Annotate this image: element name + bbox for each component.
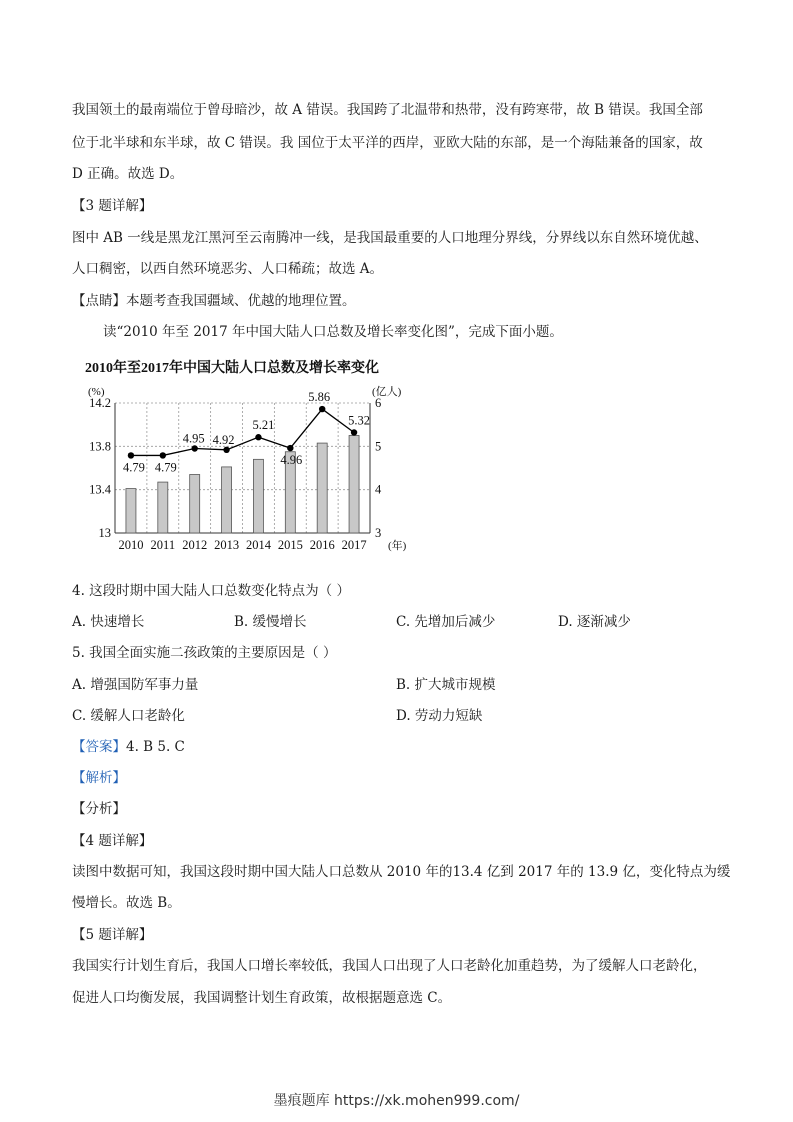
point-label-2015: 4.96 — [280, 453, 303, 468]
option-5d: D. 劳动力短缺 — [396, 708, 483, 724]
point-2015 — [287, 445, 293, 451]
text-line: 我国实行计划生育后，我国人口增长率较低，我国人口出现了人口老龄化加重趋势，为了缓解人口老龄化， — [72, 958, 707, 974]
bar-2012 — [190, 475, 200, 534]
left-tick-label: 13.4 — [89, 482, 111, 497]
option-5c: C. 缓解人口老龄化 — [72, 708, 185, 724]
right-tick-label: 3 — [375, 526, 382, 540]
chart-grid — [115, 403, 370, 533]
analysis-label: 【解析】 — [72, 770, 126, 786]
left-tick-label: 13.8 — [89, 439, 111, 454]
bar-2016 — [317, 443, 327, 533]
question-intro: 读“2010 年至 2017 年中国大陆人口总数及增长率变化图”，完成下面小题。 — [103, 324, 563, 340]
right-tick-label: 4 — [375, 482, 382, 497]
point-2017 — [351, 429, 357, 435]
point-label-2016: 5.86 — [308, 390, 331, 405]
text-line: 促进人口均衡发展，我国调整计划生育政策，故根据题意选 C。 — [72, 990, 452, 1006]
footer-watermark: 墨痕题库 https://xk.mohen999.com/ — [273, 1093, 520, 1109]
section-heading: 【3 题详解】 — [72, 198, 153, 214]
point-label-2017: 5.32 — [348, 413, 370, 428]
point-2012 — [191, 445, 197, 451]
text-line: 我国领土的最南端位于曾母暗沙，故 A 错误。我国跨了北温带和热带，没有跨寒带，故 B 错误。我国全部 — [72, 102, 703, 118]
option-4a: A. 快速增长 — [72, 614, 145, 630]
bar-2011 — [158, 482, 168, 533]
question-4: 4. 这段时期中国大陆人口总数变化特点为（ ） — [72, 583, 350, 599]
fenxi-heading: 【分析】 — [72, 801, 126, 817]
text-line: D 正确。故选 D。 — [72, 166, 184, 182]
text-line: 慢增长。故选 B。 — [72, 895, 181, 911]
option-5a: A. 增强国防军事力量 — [72, 677, 199, 693]
chart-title: 2010年至2017年中国大陆人口总数及增长率变化 — [85, 361, 379, 376]
detail-4-heading: 【4 题详解】 — [72, 833, 153, 849]
point-label-2013: 4.92 — [212, 432, 235, 447]
point-label-2014: 5.21 — [252, 418, 275, 433]
answer-text: 4. B 5. C — [126, 739, 185, 755]
x-tick-label-2011: 2011 — [150, 538, 176, 552]
option-4b: B. 缓慢增长 — [234, 614, 307, 630]
x-tick-label-2010: 2010 — [118, 538, 144, 552]
text-line: 位于北半球和东半球，故 C 错误。我 国位于太平洋的西岸，亚欧大陆的东部，是一个海陆兼备的国家，故 — [72, 135, 703, 151]
point-2011 — [160, 452, 166, 458]
right-tick-label: 6 — [375, 396, 382, 410]
point-label-2010: 4.79 — [122, 460, 145, 475]
left-tick-label: 14.2 — [89, 396, 111, 410]
left-tick-label: 13 — [98, 526, 111, 540]
x-axis-unit: (年) — [388, 540, 407, 552]
point-label-2011: 4.79 — [154, 460, 177, 475]
point-2016 — [319, 406, 325, 412]
point-label-2012: 4.95 — [182, 431, 205, 446]
option-5b: B. 扩大城市规模 — [396, 677, 496, 693]
text-line: 读图中数据可知，我国这段时期中国大陆人口总数从 2010 年的13.4 亿到 2017 年的 13.9 亿，变化特点为缓 — [72, 864, 731, 880]
x-tick-label-2015: 2015 — [277, 538, 303, 552]
x-tick-label-2013: 2013 — [214, 538, 240, 552]
x-tick-label-2017: 2017 — [341, 538, 367, 552]
option-4d: D. 逐渐减少 — [558, 614, 631, 630]
option-4c: C. 先增加后减少 — [396, 614, 496, 630]
population-chart — [80, 353, 420, 558]
x-tick-label-2012: 2012 — [182, 538, 208, 552]
bar-2013 — [222, 467, 232, 533]
left-axis-unit: (%) — [88, 386, 105, 398]
x-tick-label-2016: 2016 — [309, 538, 335, 552]
point-2013 — [223, 447, 229, 453]
x-tick-label-2014: 2014 — [245, 538, 271, 552]
text-line: 人口稠密，以西自然环境恶劣、人口稀疏；故选 A。 — [72, 261, 384, 277]
bar-2014 — [253, 459, 263, 533]
detail-5-heading: 【5 题详解】 — [72, 927, 153, 943]
comment-line: 【点睛】本题考查我国疆域、优越的地理位置。 — [72, 293, 356, 309]
right-tick-label: 5 — [375, 439, 382, 454]
right-axis-unit: (亿人) — [372, 386, 402, 398]
point-2010 — [128, 452, 134, 458]
point-2014 — [255, 434, 261, 440]
answer-label: 【答案】 — [72, 739, 126, 755]
text-line: 图中 AB 一线是黑龙江黑河至云南腾冲一线，是我国最重要的人口地理分界线，分界线以东自然环境优越、 — [72, 230, 708, 246]
question-5: 5. 我国全面实施二孩政策的主要原因是（ ） — [72, 645, 337, 661]
bar-2010 — [126, 489, 136, 533]
answer-line — [72, 737, 185, 757]
bar-2017 — [349, 436, 359, 534]
